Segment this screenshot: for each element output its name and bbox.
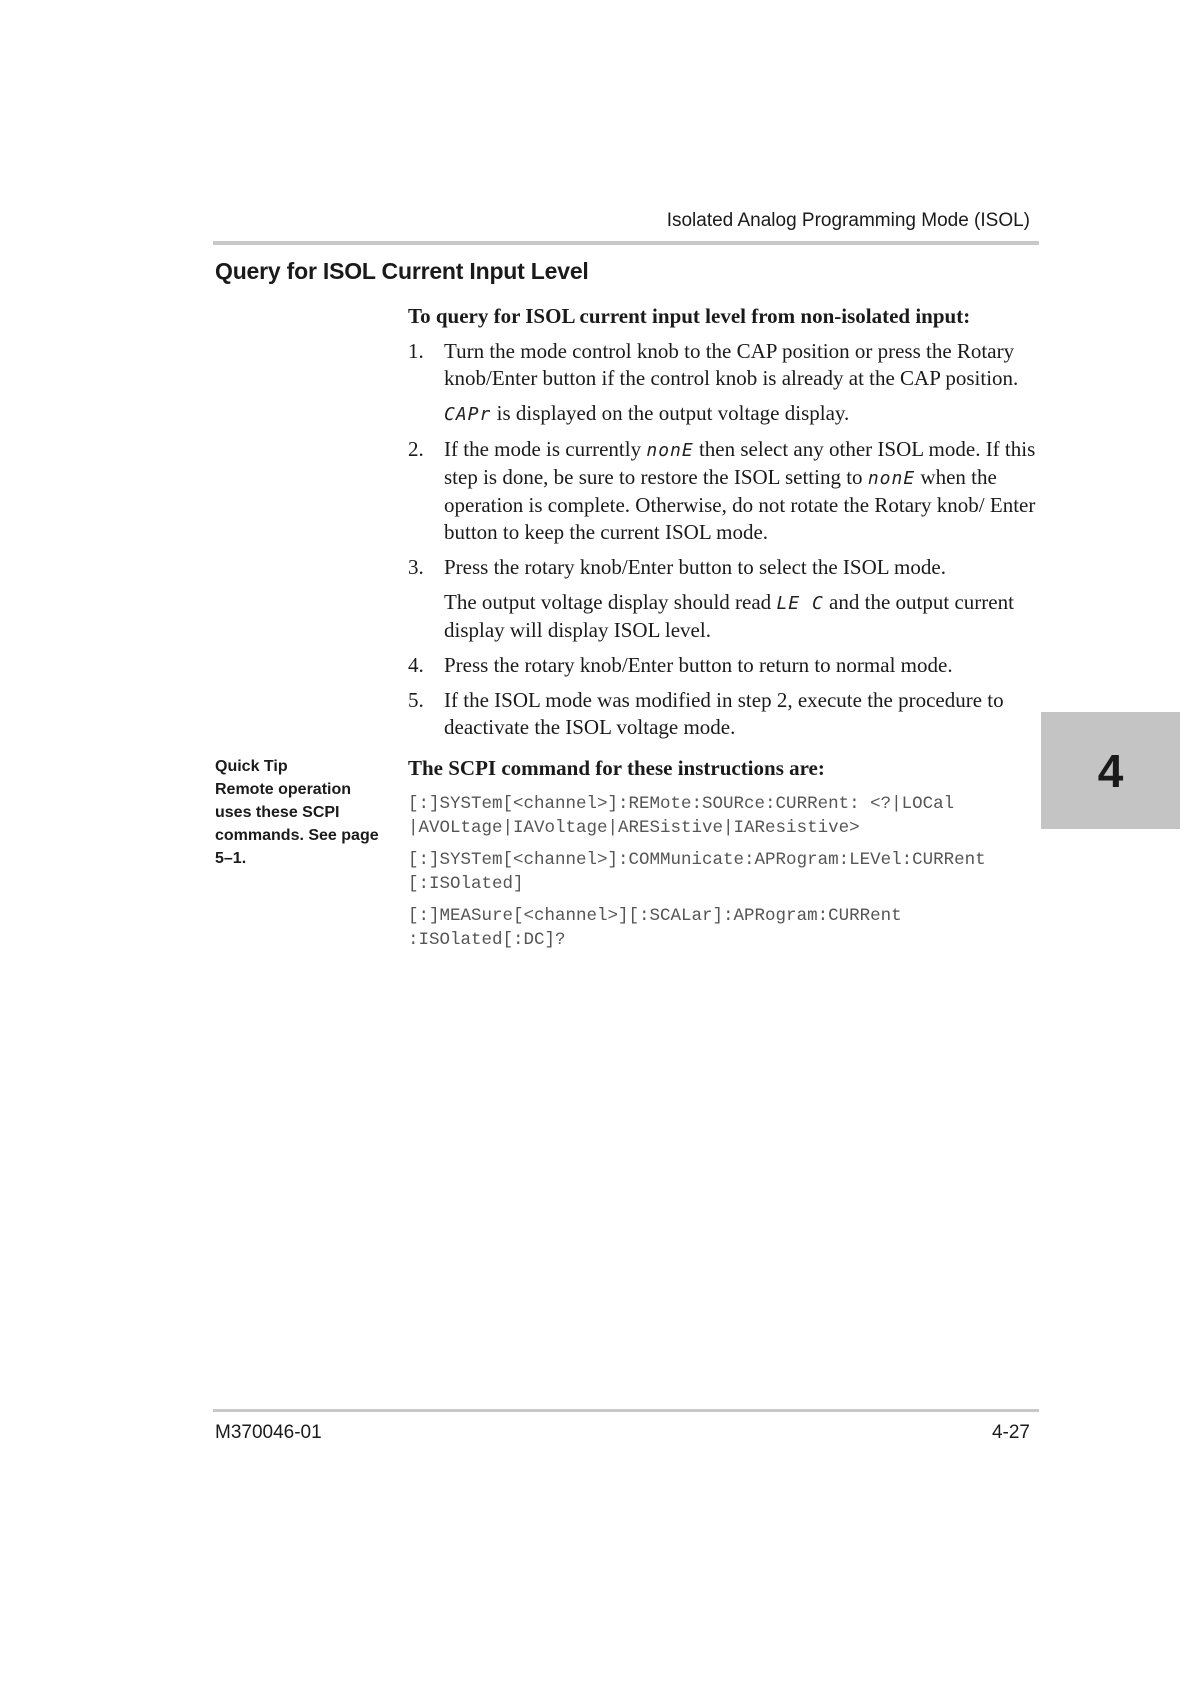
step-text: then select any other ISOL mode. If this step is done, be sure to restore the ISOL setting to (444, 437, 1036, 489)
header-rule (213, 241, 1039, 245)
quick-tip-title: Quick Tip (215, 758, 288, 775)
scpi-command: [:]MEASure[<channel>][:SCALar]:APRogram:CURRent :ISOlated[:DC]? (408, 906, 902, 950)
footer-doc-number: M370046-01 (215, 1422, 322, 1443)
footer-rule (213, 1409, 1039, 1412)
lcd-readout: LE C (776, 593, 824, 614)
scpi-heading: The SCPI command for these instructions are: (408, 756, 825, 780)
running-header: Isolated Analog Programming Mode (ISOL) (666, 210, 1030, 231)
procedure-steps (408, 338, 1048, 741)
step-number: 2. (408, 437, 424, 461)
step-5 (408, 687, 1048, 741)
step-number: 3. (408, 555, 424, 579)
procedure-intro: To query for ISOL current input level from non-isolated input: (408, 304, 971, 328)
step-text: If the ISOL mode was modified in step 2, execute the procedure to deactivate the ISOL voltage mode. (444, 688, 1004, 739)
step-note (444, 400, 1048, 428)
step-1 (408, 338, 1048, 428)
chapter-tab: 4 (1041, 712, 1180, 829)
step-note (444, 589, 1048, 644)
scpi-command: [:]SYSTem[<channel>]:COMMunicate:APRogram:LEVel:CURRent [:ISOlated] (408, 850, 986, 894)
step-text: when the operation is complete. Otherwise, do not rotate the Rotary knob/ Enter button to keep the current ISOL mode. (444, 465, 1036, 544)
lcd-readout: nonE (646, 440, 694, 461)
step-number: 1. (408, 339, 424, 363)
step-note-text: The output voltage display should read (444, 590, 777, 614)
quick-tip-text: Remote operation uses these SCPI commands. See page 5–1. (215, 781, 379, 867)
quick-tip (215, 755, 390, 870)
step-text: Press the rotary knob/Enter button to return to normal mode. (444, 653, 953, 677)
step-4 (408, 652, 1048, 679)
lcd-readout: nonE (867, 468, 916, 489)
step-3 (408, 554, 1048, 644)
step-number: 5. (408, 688, 424, 712)
step-text: If the mode is currently (444, 437, 647, 461)
footer-page-number: 4-27 (991, 1422, 1030, 1443)
section-title: Query for ISOL Current Input Level (215, 258, 589, 284)
step-number: 4. (408, 653, 424, 677)
main-content (408, 303, 1048, 960)
lcd-readout: CAPr (444, 404, 492, 425)
step-note-text: is displayed on the output voltage display. (491, 401, 850, 425)
step-2 (408, 436, 1048, 546)
step-text: Turn the mode control knob to the CAP position or press the Rotary knob/Enter button if the control knob is already at the CAP position. (444, 339, 1019, 390)
step-text: Press the rotary knob/Enter button to select the ISOL mode. (444, 555, 946, 579)
step-note-text: and the output current display will display ISOL level. (444, 590, 1014, 642)
scpi-command: [:]SYSTem[<channel>]:REMote:SOURce:CURRent: <?|LOCal |AVOLtage|IAVoltage|ARESistive|IAResistive> (408, 794, 955, 838)
